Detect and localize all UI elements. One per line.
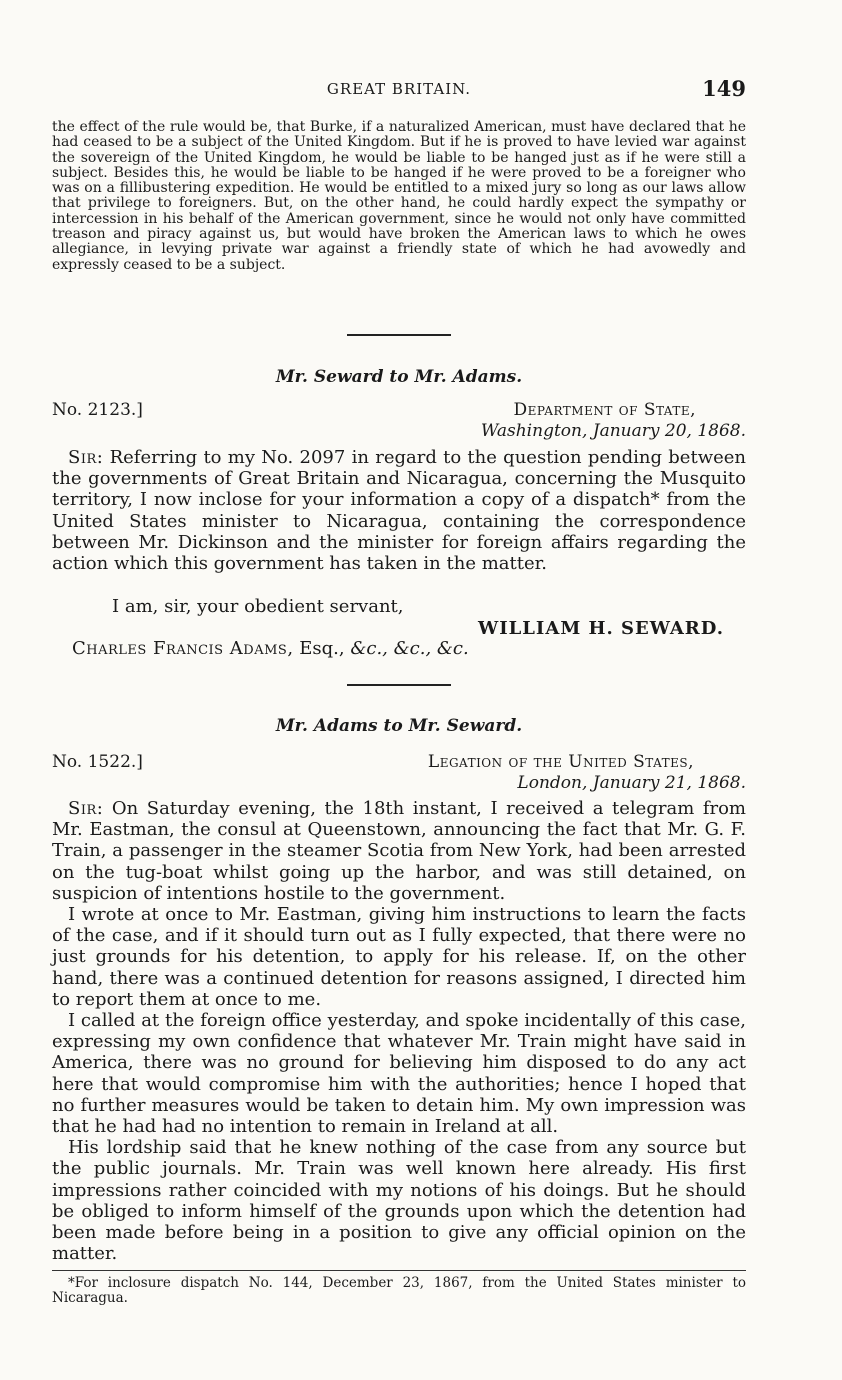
- footnote: *For inclosure dispatch No. 144, December 23, 1867, from the United States minister to Nicaragua.: [52, 1275, 746, 1306]
- dispatch-number: No. 1522.]: [52, 752, 143, 772]
- footnote-divider: [52, 1270, 746, 1271]
- addressee-name: Charles Francis Adams,: [72, 638, 294, 659]
- salutation: Sir:: [68, 447, 104, 468]
- page-number: 149: [702, 76, 746, 101]
- running-title: GREAT BRITAIN.: [326, 80, 472, 98]
- section-divider: [347, 334, 451, 336]
- letter-heading: Mr. Adams to Mr. Seward.: [275, 716, 523, 736]
- paragraph: His lordship said that he knew nothing of the case from any source but the public journals. Mr. Train was well known here already. His first impressions rather coincided with my notions of his doings. But he should be obliged to inform himself of the grounds upon which the detention had been made before being in a position to give any official opinion on the matter.: [52, 1137, 746, 1265]
- closing: I am, sir, your obedient servant,: [112, 596, 404, 617]
- dateline: [481, 400, 746, 442]
- paragraph: [52, 447, 746, 574]
- paragraph: [52, 798, 746, 904]
- paragraph: I called at the foreign office yesterday, and spoke incidentally of this case, expressing my own confidence that whatever Mr. Train might have said in America, there was no ground for believing him disposed to do any act here that would compromise him with the authorities; hence I hoped that no further measures would be taken to detain him. My own impression was that he had had no intention to remain in Ireland at all.: [52, 1010, 746, 1138]
- dispatch-number: No. 2123.]: [52, 400, 143, 420]
- letter-body: [52, 798, 746, 1264]
- continued-paragraph: the effect of the rule would be, that Burke, if a naturalized American, must have declared that he had ceased to be a subject of the United Kingdom. But if he is proved to have levied war against the sovereign of the United Kingdom, he would be liable to be hanged just as if he were still a subject. Besides this, he would be liable to be hanged if he were proved to be a foreigner who was on a fillibustering expedition. He would be entitled to a mixed jury so long as our laws allow that privilege to foreigners. But, on the other hand, he could hardly expect the sympathy or intercession in his behalf of the American government, since he would not only have committed treason and piracy against us, but would have broken the American laws to which he owes allegiance, in levying private war against a friendly state of which he had avowedly and expressly ceased to be a subject.: [52, 119, 746, 273]
- salutation: Sir:: [68, 798, 104, 819]
- paragraph: I wrote at once to Mr. Eastman, giving him instructions to learn the facts of the case, and if it should turn out as I fully expected, that there were no just grounds for his detention, to apply for his release. If, on the other hand, there was a continued detention for reasons assigned, I directed him to report them at once to me.: [52, 904, 746, 1010]
- letter-body: [52, 447, 746, 574]
- section-divider: [347, 684, 451, 686]
- sender-office: Department of State,: [513, 400, 696, 420]
- addressee-etc: &c., &c., &c.: [350, 638, 469, 659]
- signature: WILLIAM H. SEWARD.: [477, 618, 724, 639]
- paragraph-text: On Saturday evening, the 18th instant, I received a telegram from Mr. Eastman, the consul at Queenstown, announcing the fact that Mr. G. F. Train, a passenger in the steamer Scotia from New York, had been arrested on the tug-boat whilst going up the harbor, and was still detained, on suspicion of intentions hostile to the government.: [52, 798, 746, 904]
- dateline: [428, 752, 746, 794]
- addressee-title: Esq.,: [299, 638, 345, 659]
- place-date: London, January 21, 1868.: [517, 773, 746, 793]
- letter-heading: Mr. Seward to Mr. Adams.: [275, 367, 523, 387]
- page-header: [52, 76, 746, 100]
- paragraph-text: Referring to my No. 2097 in regard to the question pending between the governments of Great Britain and Nicaragua, concerning the Musquito territory, I now inclose for your information a copy of a dispatch* from the United States minister to Nicaragua, containing the correspondence between Mr. Dickinson and the minister for foreign affairs regarding the action which this government has taken in the matter.: [52, 447, 746, 575]
- sender-office: Legation of the United States,: [427, 752, 694, 772]
- addressee: [72, 638, 469, 659]
- place-date: Washington, January 20, 1868.: [480, 421, 746, 441]
